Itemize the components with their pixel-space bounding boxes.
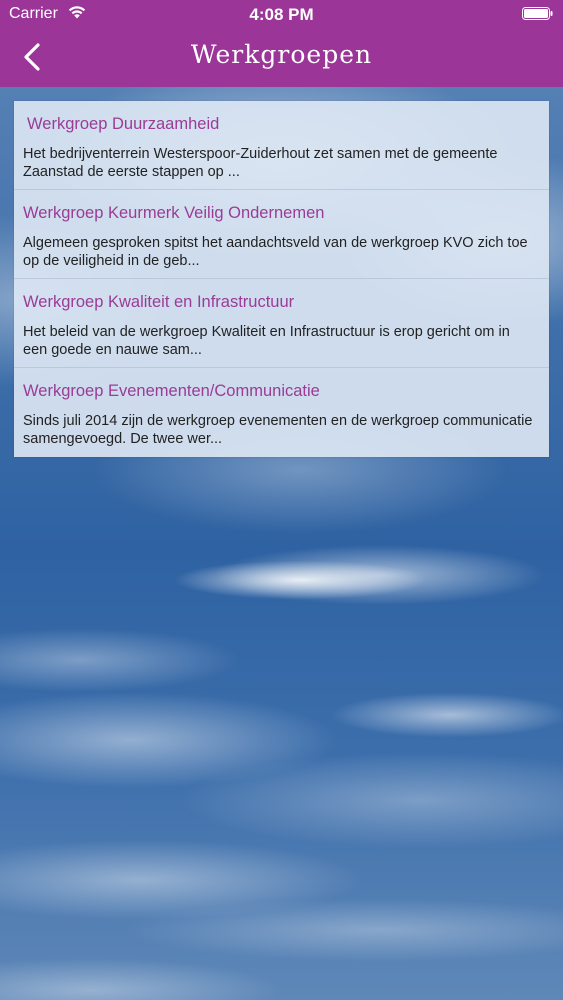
list-item[interactable]: [14, 368, 549, 457]
list-item-title: Werkgroep Evenementen/Communicatie: [23, 382, 320, 400]
list-item-title: Werkgroep Duurzaamheid: [27, 115, 220, 133]
list-item-summary: Het bedrijventerrein Westerspoor-Zuiderhout zet samen met de gemeente Zaanstad de eerste stappen op ...: [23, 146, 498, 180]
list-item-summary: Algemeen gesproken spitst het aandachtsveld van de werkgroep KVO zich toe op de veiligheid in de geb...: [23, 235, 528, 269]
page-title: Werkgroepen: [190, 40, 373, 69]
list-item-title: Werkgroep Keurmerk Veilig Ondernemen: [23, 204, 325, 222]
battery-icon: [522, 7, 554, 20]
list-item[interactable]: [14, 101, 549, 190]
list-item[interactable]: [14, 279, 549, 368]
clock: 4:08 PM: [249, 5, 314, 24]
top-bar: [0, 0, 563, 87]
navigation-bar: [0, 30, 563, 87]
list-item-summary: Sinds juli 2014 zijn de werkgroep evenementen en de werkgroep communicatie samengevoegd. De twee wer...: [23, 413, 533, 447]
werkgroepen-list: [14, 101, 549, 457]
list-item-summary: Het beleid van de werkgroep Kwaliteit en Infrastructuur is erop gericht om in een goede en nauwe sam...: [23, 324, 510, 358]
list-item[interactable]: [14, 190, 549, 279]
status-bar: [0, 0, 563, 30]
carrier-label: Carrier: [9, 5, 58, 22]
list-item-title: Werkgroep Kwaliteit en Infrastructuur: [23, 293, 295, 311]
